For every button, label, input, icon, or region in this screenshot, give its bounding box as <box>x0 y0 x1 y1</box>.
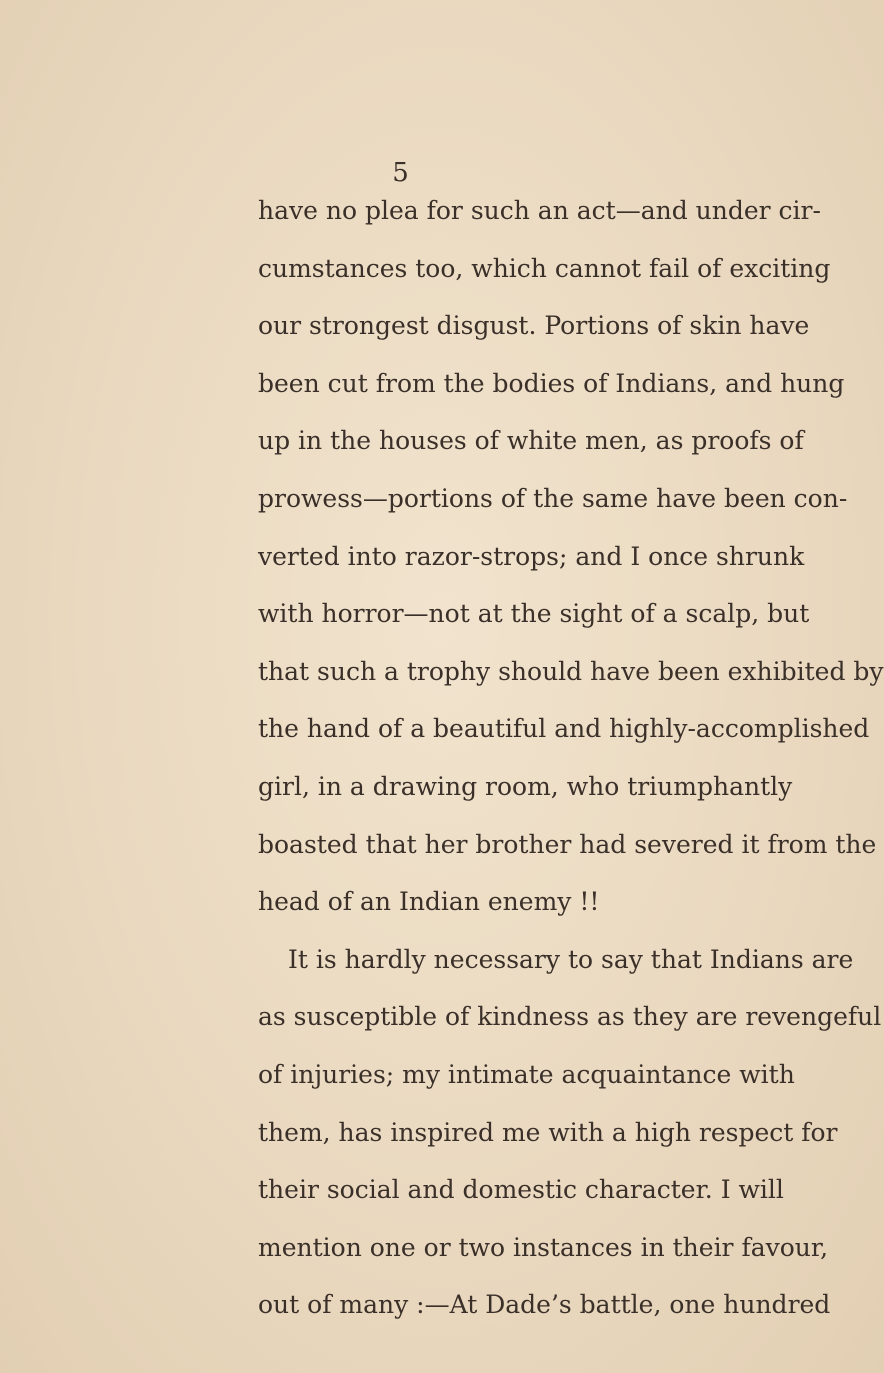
text-line: our strongest disgust. Portions of skin have <box>258 311 810 340</box>
text-line: prowess—portions of the same have been con- <box>258 484 848 513</box>
text-line: girl, in a drawing room, who triumphantly <box>258 772 793 801</box>
text-line: have no plea for such an act—and under cir- <box>258 196 821 225</box>
text-line: verted into razor-strops; and I once shrunk <box>258 542 805 571</box>
text-line: It is hardly necessary to say that Indians are <box>288 945 854 974</box>
text-line: as susceptible of kindness as they are revengeful <box>258 1002 882 1031</box>
text-line: their social and domestic character. I will <box>258 1175 784 1204</box>
text-line: mention one or two instances in their favour, <box>258 1233 829 1262</box>
text-line: up in the houses of white men, as proofs of <box>258 426 804 455</box>
text-line: out of many :—At Dade’s battle, one hundred <box>258 1290 831 1319</box>
text-line: that such a trophy should have been exhibited by <box>258 657 884 686</box>
text-line: them, has inspired me with a high respect for <box>258 1118 838 1147</box>
text-line: been cut from the bodies of Indians, and hung <box>258 369 845 398</box>
text-line: the hand of a beautiful and highly-accomplished <box>258 714 870 743</box>
text-line: cumstances too, which cannot fail of exciting <box>258 254 831 283</box>
text-line: head of an Indian enemy !! <box>258 887 600 916</box>
text-line: with horror—not at the sight of a scalp, but <box>258 599 810 628</box>
text-line: boasted that her brother had severed it from the <box>258 830 877 859</box>
page-number: 5 <box>392 158 409 188</box>
text-line: of injuries; my intimate acquaintance with <box>258 1060 795 1089</box>
